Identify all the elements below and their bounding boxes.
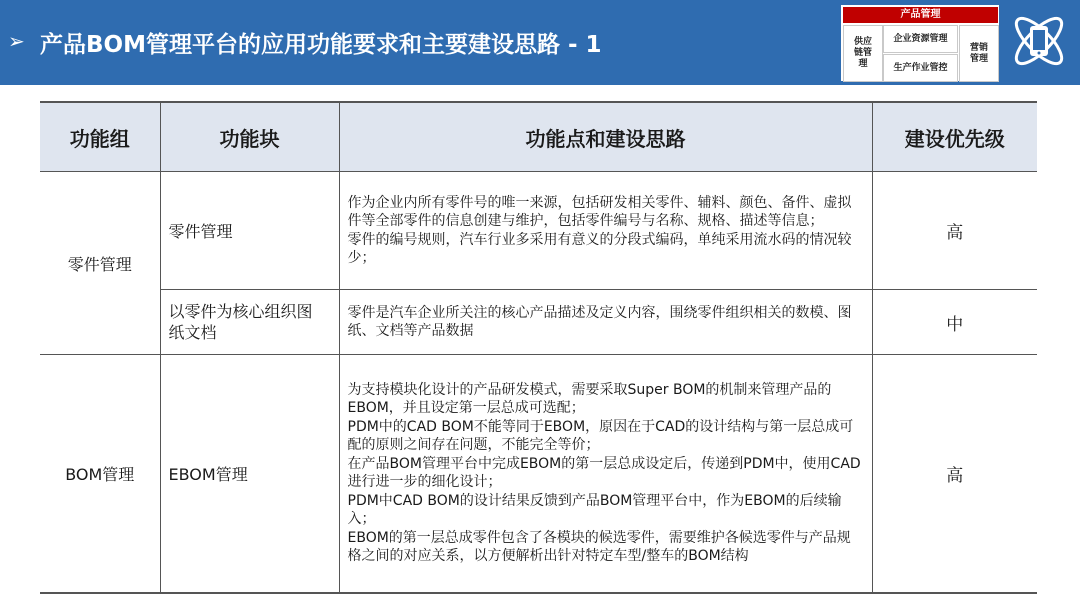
page-title: 产品BOM管理平台的应用功能要求和主要建设思路 - 1: [40, 32, 602, 58]
points-cell: [339, 355, 872, 593]
block-cell: EBOM管理: [160, 355, 339, 593]
header-function-block: 功能块: [160, 102, 339, 172]
header-bar: [0, 0, 1080, 85]
group-cell: BOM管理: [40, 355, 160, 593]
table-row: [40, 290, 1037, 355]
group-cell: 零件管理: [40, 172, 160, 355]
atom-phone-logo-icon: [1006, 8, 1072, 74]
header-function-group: 功能组: [40, 102, 160, 172]
diagram-top-label: 产品管理: [843, 7, 998, 23]
point-text: 零件是汽车企业所关注的核心产品描述及定义内容，围绕零件组织相关的数模、图纸、文档等产品数据: [347, 304, 852, 339]
point-text: 为支持模块化设计的产品研发模式，需要采取Super BOM的机制来管理产品的EBOM，并且设定第一层总成可选配；: [347, 381, 832, 417]
point-text: 作为企业内所有零件号的唯一来源，包括研发相关零件、辅料、颜色、备件、虚拟件等全部零件的信息创建与维护，包括零件编号与名称、规格、描述等信息；: [347, 194, 852, 229]
table-row: [40, 355, 1037, 593]
priority-cell: 高: [872, 355, 1037, 593]
point-text: PDM中的CAD BOM不能等同于EBOM，原因在于CAD的设计结构与第一层总成可配的原则之间存在问题，不能完全等价；: [347, 418, 854, 454]
points-cell: [339, 290, 872, 355]
point-text: 零件的编号规则，汽车行业多采用有意义的分段式编码，单纯采用流水码的情况较少；: [347, 231, 852, 266]
points-cell: [339, 172, 872, 290]
header-priority: 建设优先级: [872, 102, 1037, 172]
point-text: 在产品BOM管理平台中完成EBOM的第一层总成设定后，传递到PDM中，使用CAD进行进一步的细化设计；: [347, 455, 861, 491]
priority-cell: 高: [872, 172, 1037, 290]
header-function-points: 功能点和建设思路: [339, 102, 872, 172]
diagram-mid-top-box: 企业资源管理: [883, 25, 958, 53]
point-text: EBOM的第一层总成零件包含了各模块的候选零件，需要维护各候选零件与产品规格之间的对应关系，以方便解析出针对特定车型/整车的BOM结构: [347, 529, 851, 565]
diagram-right-box: 营销管理: [959, 25, 999, 82]
table-header-row: [40, 102, 1037, 172]
table-row: [40, 172, 1037, 290]
chevron-right-icon: ➢: [8, 29, 25, 53]
priority-cell: 中: [872, 290, 1037, 355]
diagram-mid-bottom-box: 生产作业管控: [883, 54, 958, 82]
business-diagram: [841, 5, 999, 81]
point-text: PDM中CAD BOM的设计结果反馈到产品BOM管理平台中，作为EBOM的后续输入；: [347, 492, 842, 528]
diagram-left-box: 供应链管理: [843, 25, 883, 82]
block-cell: 以零件为核心组织图纸文档: [160, 290, 339, 355]
block-cell: 零件管理: [160, 172, 339, 290]
requirements-table: [40, 101, 1037, 594]
